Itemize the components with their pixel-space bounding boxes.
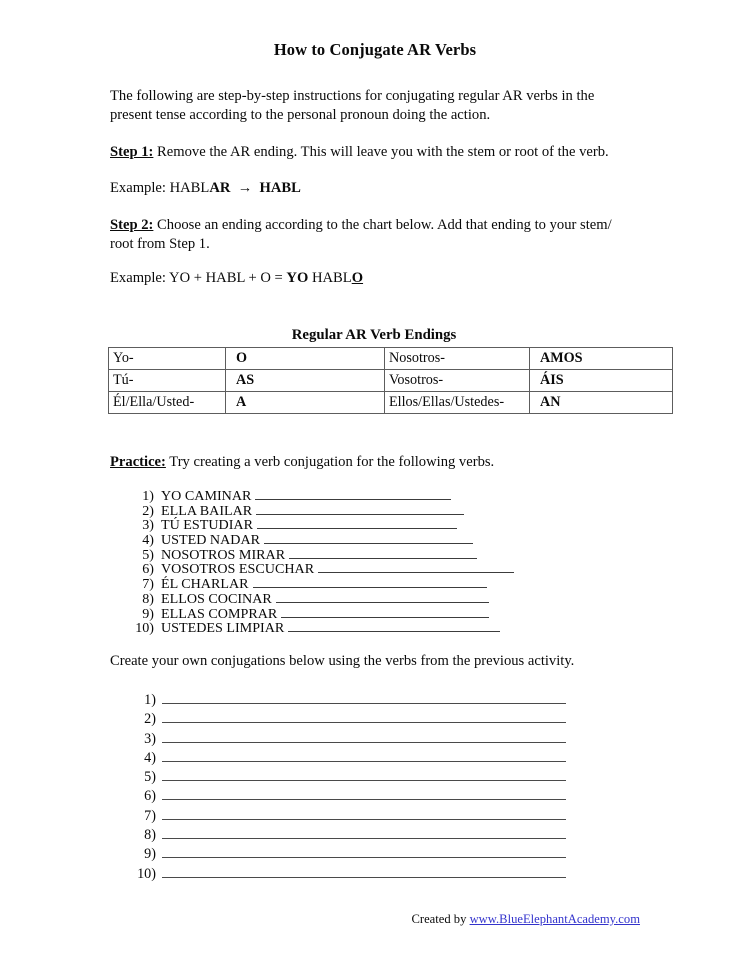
table-row	[109, 348, 673, 370]
ending-cell: A	[226, 392, 385, 414]
item-number: 4)	[144, 749, 156, 766]
item-number: 2)	[142, 502, 154, 519]
list-item	[128, 575, 628, 593]
item-number: 1)	[142, 488, 154, 504]
list-item	[128, 690, 588, 709]
answer-blank[interactable]	[288, 619, 500, 632]
step-1-example	[110, 179, 630, 198]
example-2-stem: HABL	[308, 270, 352, 286]
practice-label: Practice:	[110, 454, 166, 470]
item-number: 1)	[144, 692, 156, 708]
answer-blank[interactable]	[162, 825, 566, 839]
example-1-ending: AR	[209, 180, 231, 196]
endings-table-heading: Regular AR Verb Endings	[291, 327, 457, 343]
answer-blank[interactable]	[162, 786, 566, 800]
list-item	[128, 516, 628, 534]
answer-blank[interactable]	[257, 516, 457, 529]
list-item	[128, 844, 588, 863]
list-item	[128, 806, 588, 825]
answer-blank[interactable]	[162, 709, 566, 723]
page-title: How to Conjugate AR Verbs	[273, 40, 477, 59]
answer-blank[interactable]	[253, 575, 487, 588]
example-2-ending: O	[351, 270, 364, 286]
intro-paragraph: The following are step-by-step instructions for conjugating regular AR verbs in the present tense according to the personal pronoun doing the action.	[110, 88, 595, 123]
list-item	[128, 605, 628, 620]
item-number: 2)	[144, 711, 156, 728]
answer-blank[interactable]	[162, 690, 566, 704]
ending-cell: AN	[530, 392, 673, 414]
practice-instruction	[110, 453, 650, 472]
step-2-example	[110, 269, 630, 288]
answer-blank[interactable]	[162, 748, 566, 762]
table-row	[109, 392, 673, 414]
item-number: 3)	[142, 517, 154, 534]
item-verb: USTEDES LIMPIAR	[161, 620, 285, 637]
item-verb: USTED NADAR	[161, 532, 261, 549]
example-2-prefix: Example: YO + HABL + O =	[110, 270, 287, 286]
list-item	[128, 729, 588, 748]
pronoun-cell: Él/Ella/Usted-	[109, 392, 226, 414]
pronoun-cell: Tú-	[109, 370, 226, 392]
table-row	[109, 370, 673, 392]
step-1-paragraph	[110, 143, 650, 162]
item-number: 10)	[137, 865, 156, 882]
item-number: 7)	[144, 807, 156, 824]
academy-link[interactable]: www.BlueElephantAcademy.com	[469, 912, 640, 926]
list-item	[128, 546, 628, 561]
example-1-stem: HABL	[259, 180, 301, 196]
item-number: 9)	[144, 846, 156, 863]
answer-blank[interactable]	[162, 806, 566, 820]
step-1-label: Step 1:	[110, 144, 154, 160]
answer-blank[interactable]	[256, 502, 464, 515]
answer-blank[interactable]	[318, 560, 514, 573]
list-item	[128, 619, 628, 637]
ending-cell: AMOS	[530, 348, 673, 370]
item-number: 5)	[142, 546, 154, 563]
answer-blank[interactable]	[281, 605, 489, 618]
blank-answer-list	[128, 690, 588, 883]
item-number: 10)	[135, 620, 154, 637]
list-item	[128, 767, 588, 786]
pronoun-cell: Nosotros-	[385, 348, 530, 370]
list-item	[128, 748, 588, 767]
list-item	[128, 709, 588, 728]
pronoun-cell: Vosotros-	[385, 370, 530, 392]
item-verb: NOSOTROS MIRAR	[161, 546, 286, 563]
item-verb: ELLA BAILAR	[161, 502, 253, 519]
answer-blank[interactable]	[289, 546, 477, 559]
item-number: 4)	[142, 532, 154, 549]
create-instruction: Create your own conjugations below using the verbs from the previous activity.	[110, 653, 575, 669]
pronoun-cell: Yo-	[109, 348, 226, 370]
answer-blank[interactable]	[162, 844, 566, 858]
list-item	[128, 487, 628, 502]
example-2-pronoun: YO	[286, 270, 309, 286]
item-number: 6)	[142, 561, 154, 578]
answer-blank[interactable]	[255, 487, 451, 500]
endings-table	[108, 347, 673, 414]
answer-blank[interactable]	[264, 531, 473, 544]
item-number: 8)	[144, 827, 156, 844]
list-item	[128, 590, 628, 605]
step-2-label: Step 2:	[110, 217, 154, 233]
ending-cell: O	[226, 348, 385, 370]
item-number: 5)	[144, 769, 156, 786]
example-1-prefix: Example: HABL	[110, 180, 210, 196]
step-1-text: Remove the AR ending. This will leave you with the stem or root of the verb.	[153, 144, 609, 160]
practice-list	[128, 487, 628, 637]
answer-blank[interactable]	[162, 729, 566, 743]
item-number: 7)	[142, 576, 154, 593]
list-item	[128, 825, 588, 844]
item-verb: YO CAMINAR	[161, 488, 252, 504]
answer-blank[interactable]	[162, 864, 566, 878]
right-arrow-icon: →	[237, 180, 253, 196]
item-number: 9)	[142, 605, 154, 622]
item-verb: TÚ ESTUDIAR	[161, 517, 253, 534]
practice-text: Try creating a verb conjugation for the following verbs.	[165, 454, 495, 470]
step-2-paragraph	[110, 216, 630, 254]
list-item	[128, 786, 588, 805]
item-number: 8)	[142, 590, 154, 607]
ending-cell: AS	[226, 370, 385, 392]
item-verb: ÉL CHARLAR	[161, 576, 249, 593]
credit-prefix: Created by	[411, 912, 470, 926]
answer-blank[interactable]	[162, 767, 566, 781]
item-number: 3)	[144, 730, 156, 747]
list-item	[128, 864, 588, 883]
footer-credit	[0, 912, 750, 927]
step-2-text: Choose an ending according to the chart below. Add that ending to your stem/ root from Step 1.	[110, 217, 612, 252]
item-number: 6)	[144, 788, 156, 805]
list-item	[128, 531, 628, 549]
item-verb: VOSOTROS ESCUCHAR	[161, 561, 315, 578]
item-verb: ELLOS COCINAR	[161, 590, 272, 607]
ending-cell: ÁIS	[530, 370, 673, 392]
endings-table-body	[109, 348, 673, 414]
item-verb: ELLAS COMPRAR	[161, 605, 278, 622]
list-item	[128, 502, 628, 517]
answer-blank[interactable]	[276, 590, 489, 603]
pronoun-cell: Ellos/Ellas/Ustedes-	[385, 392, 530, 414]
list-item	[128, 560, 628, 578]
